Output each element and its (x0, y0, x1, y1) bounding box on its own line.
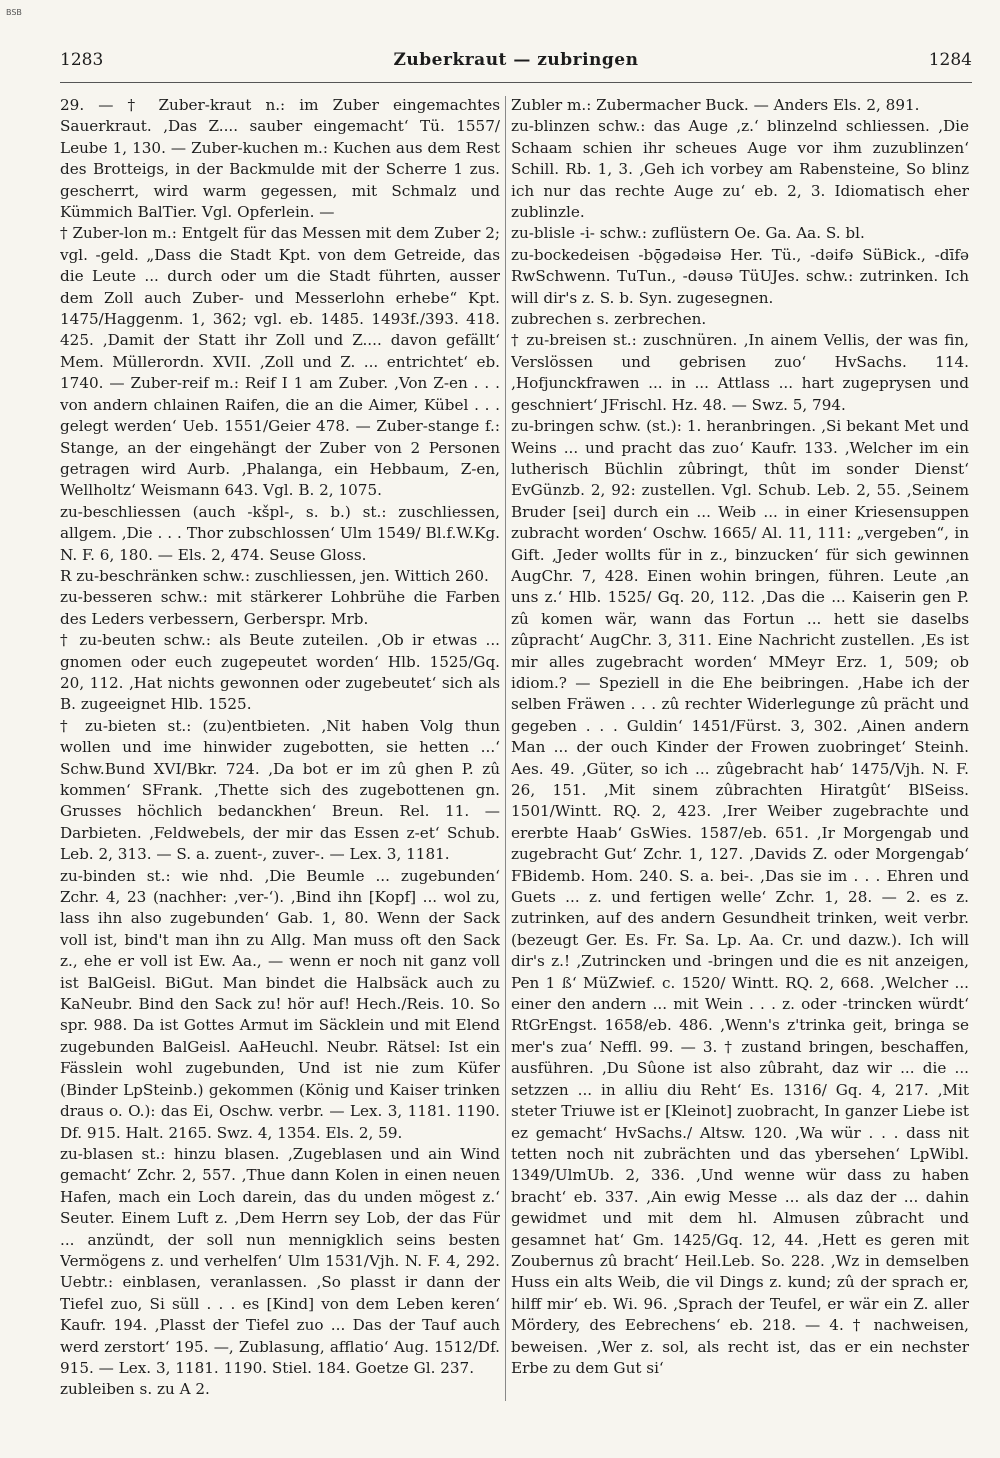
right-column (511, 95, 969, 1435)
dictionary-entry: zu-blasen st.: hinzu blasen. ‚Zugeblasen und ain Wind gemacht‘ Zchr. 2, 557. ‚Thue dann Kolen in einen neuen Hafen, mach ein Loch darein, das du unden mögest z.‘ Seuter. Einem Luft z. ‚Dem Herrn sey Lob, der das Für ... anzündt, der soll nun mennigklich seins besten Vermögens z. und verhelfen‘ Ulm 1531/Vjh. N. F. 4, 292. Uebtr.: einblasen, veranlassen. ‚So plasst ir dann der Tiefel zuo, Si süll . . . es [Kind] von dem Leben keren‘ Kaufr. 194. ‚Plasst der Tiefel zuo ... Das der Tauf auch werd zerstort‘ 195. —, Zublasung, afflatio‘ Aug. 1512/Df. 915. — Lex. 3, 1181. 1190. Stiel. 184. Goetze Gl. 237. (60, 1144, 500, 1377)
dictionary-entry: † zu-bieten st.: (zu)entbieten. ‚Nit haben Volg thun wollen und ime hinwider zugebotten, sie hetten ...‘ Schw.Bund XVI/Bkr. 724. ‚Da bot er im zû ghen P. zû kommen‘ SFrank. ‚Thette sich des zugebottenen gn. Grusses höchlich bedanckhen‘ Breun. Rel. 11. — Darbieten. ‚Feldwebels, der mir das Essen z-et‘ Schub. Leb. 2, 313. — S. a. zuent-, zuver-. — Lex. 3, 1181. (60, 716, 500, 864)
dictionary-entry: zu-bringen schw. (st.): 1. heranbringen. ‚Si bekant Met und Weins ... und pracht das zuo‘ Kaufr. 133. ‚Welcher im ein lutherisch Büchlin zûbringt, thût im sonder Dienst‘ EvGünzb. 2, 92: zustellen. Vgl. Schub. Leb. 2, 55. ‚Seinem Bruder [sei] durch ein ... Weib ... in einer Kriesensuppen zubracht worden‘ Oschw. 1665/ Al. 11, 111: „vergeben“, in Gift. ‚Jeder wollts für in z., binzucken‘ für sich gewinnen AugChr. 7, 428. Einen wohin bringen, führen. Leute ‚an uns z.‘ Hlb. 1525/ Gq. 20, 112. ‚Das die ... Kaiserin gen P. zû komen wär, wann das Fortun ... hett sie daselbs zûpracht‘ AugChr. 3, 311. Eine Nachricht zustellen. ‚Es ist mir alles zugebracht worden‘ MMeyr Erz. 1, 509; ob idiom.? — Speziell in die Ehe beibringen. ‚Habe ich der selben Fräwen . . . zû rechter Widerlegunge zû prächt und gegeben . . . Guldin‘ 1451/Fürst. 3, 302. ‚Ainen andern Man ... der ouch Kinder der Frowen zuobringet‘ Steinh. Aes. 49. ‚Güter, so ich ... zûgebracht hab‘ 1475/Vjh. N. F. 26, 151. ‚Mit sinem zûbrachten Hiratgût‘ BlSeiss. 1501/Wintt. RQ. 2, 423. ‚Irer Weiber zugebrachte und ererbte Haab‘ GsWies. 1587/eb. 651. ‚Ir Morgengab und zugebracht Gut‘ Zchr. 1, 127. ‚Davids Z. oder Morgengab‘ FBidemb. Hom. 240. S. a. bei-. ‚Das sie im . . . Ehren und Guets ... z. und fertigen welle‘ Zchr. 1, 28. — 2. es z. zutrinken, auf des andern Gesundheit trinken, weit verbr. (bezeugt Ger. Es. Fr. Sa. Lp. Aa. Cr. und dazw.). Ich will dir's z.! ‚Zutrincken und -bringen und die es nit anzeigen, Pen 1 ß‘ MüZwief. c. 1520/ Wintt. RQ. 2, 668. ‚Welcher ... einer den andern ... mit Wein . . . z. oder -trincken würdt‘ RtGrEngst. 1658/eb. 486. ‚Wenn's z'trinka geit, bringa se mer's zua‘ Neffl. 99. — 3. † zustand bringen, beschaffen, ausführen. ‚Du Sûone ist also zûbraht, daz wir ... die ... setzzen ... in alliu diu Reht‘ Es. 1316/ Gq. 4, 217. ‚Mit steter Triuwe ist er [Kleinot] zuobracht, In ganzer Liebe ist ez gemacht‘ HvSachs./ Altsw. 120. ‚Wa wür . . . dass nit tetten noch nit zubrächten und das ybersehen‘ LpWibl. 1349/UlmUb. 2, 336. ‚Und wenne wür dass zu haben bracht‘ eb. 337. ‚Ain ewig Messe ... als daz der ... dahin gewidmet und mit dem hl. Almusen zûbracht und gesamnet hat‘ Gm. 1425/Gq. 12, 44. ‚Hett es geren mit Zoubernus zû bracht‘ Heil.Leb. So. 228. ‚Wz in demselben Huss ein alts Weib, die vil Dings z. kund; zû der sprach er, hilff mir‘ eb. Wi. 96. ‚Sprach der Teufel, er wär ein Z. aller Mördery, des Eebrechens‘ eb. 218. — 4. † nachweisen, beweisen. ‚Wer z. sol, als recht ist, das er ein nechster Erbe zu dem Gut si‘ (511, 417, 969, 1377)
dictionary-entry: Zubler m.: Zubermacher Buck. — Anders Els. 2, 891. (511, 96, 920, 114)
dictionary-entry: 29. — † Zuber-kraut n.: im Zuber eingemachtes Sauerkraut. ‚Das Z.... sauber eingemacht‘ Tü. 1557/ Leube 1, 130. — Zuber-kuchen m.: Kuchen aus dem Rest des Brotteigs, in der Backmulde mit der Scherre 1 zus. gescherrt, wird warm gegessen, mit Schmalz und Kümmich BalTier. Vgl. Opferlein. — (60, 96, 500, 222)
dictionary-entry: zu-binden st.: wie nhd. ‚Die Beumle ... zugebunden‘ Zchr. 4, 23 (nachher: ‚ver-‘). ‚Bind ihn [Kopf] ... wol zu, lass ihn also zugebunden‘ Gab. 1, 80. Wenn der Sack voll ist, bind't man ihn zu Allg. Man muss oft den Sack z., ehe er voll ist Ew. Aa., — wenn er noch nit ganz voll ist BalGeisl. BiGut. Man bindet die Halbsäck auch zu KaNeubr. Bind den Sack zu! hör auf! Hech./Reis. 10. So spr. 988. Da ist Gottes Armut im Säcklein und mit Elend zugebunden BalGeisl. AaHeuchl. Neubr. Rätsel: Ist ein Fässlein wohl zugebunden, Und ist nie zum Küfer (Binder LpSteinb.) gekommen (König und Kaiser trinken draus o. O.): das Ei, Oschw. verbr. — Lex. 3, 1181. 1190. Df. 915. Halt. 2165. Swz. 4, 1354. Els. 2, 59. (60, 866, 500, 1142)
dictionary-entry: zubleiben s. zu A 2. (60, 1380, 210, 1399)
running-title: Zuberkraut — zubringen (393, 50, 639, 70)
page-header (60, 50, 972, 78)
page-number-left: 1283 (60, 50, 104, 70)
dictionary-entry: R zu-beschränken schw.: zuschliessen, jen. Wittich 260. (60, 566, 489, 585)
dictionary-entry: zubrechen s. zerbrechen. (511, 310, 707, 329)
dictionary-entry: zu-besseren schw.: mit stärkerer Lohbrühe die Farben des Leders verbessern, Gerberspr. Mrb. (60, 588, 500, 628)
dictionary-entry: † zu-breisen st.: zuschnüren. ‚In ainem Vellis, der was fin, Verslössen und gebrisen zuo‘ HvSachs. 114. ‚Hofjunckfrawen ... in ... Attlass ... hart zugeprysen und geschniert‘ JFrischl. Hz. 48. — Swz. 5, 794. (511, 331, 969, 414)
header-rule (60, 82, 972, 83)
dictionary-entry: † Zuber-lon m.: Entgelt für das Messen mit dem Zuber 2; vgl. -geld. „Dass die Stadt Kpt. von dem Getreide, das die Leute ... durch oder um die Stadt führten, ausser dem Zoll auch Zuber- und Messerlohn erhebe“ Kpt. 1475/Haggenm. 1, 362; vgl. eb. 1485. 1493f./393. 418. 425. ‚Damit der Statt ihr Zoll und Z.... davon gefällt‘ Mem. Müllerordn. XVII. ‚Zoll und Z. ... entrichtet‘ eb. 1740. — Zuber-reif m.: Reif I 1 am Zuber. ‚Von Z-en . . . von andern chlainen Raifen, die an die Aimer, Kübel . . . gelegt werden‘ Ueb. 1551/Geier 478. — Zuber-stange f.: Stange, an der eingehängt der Zuber von 2 Personen getragen wird Aurb. ‚Phalanga, ein Hebbaum, Z-en, Wellholtz‘ Weismann 643. Vgl. B. 2, 1075. (60, 224, 500, 500)
page-number-right: 1284 (928, 50, 972, 70)
column-divider (505, 96, 506, 1401)
dictionary-entry: † zu-beuten schw.: als Beute zuteilen. ‚Ob ir etwas ... gnomen oder euch zugepeutet worden‘ Hlb. 1525/Gq. 20, 112. ‚Hat nichts gewonnen oder zugebeutet‘ sich als B. zugeeignet Hlb. 1525. (60, 631, 500, 714)
dictionary-entry: zu-blinzen schw.: das Auge ‚z.‘ blinzelnd schliessen. ‚Die Schaam schien ihr scheues Auge vor ihm zuzublinzen‘ Schill. Rb. 1, 3. ‚Geh ich vorbey am Rabensteine, So blinz ich nur das rechte Auge zu‘ eb. 2, 3. Idiomatisch eher zublinzle. (511, 117, 969, 222)
dictionary-entry: zu-beschliessen (auch -kšpl-, s. b.) st.: zuschliessen, allgem. ‚Die . . . Thor zubschlossen‘ Ulm 1549/ Bl.f.W.Kg. N. F. 6, 180. — Els. 2, 474. Seuse Gloss. (60, 502, 500, 564)
left-column (60, 95, 500, 1435)
dictionary-entry: zu-bockedeisen -bǭgədəisə Her. Tü., -dəifə SüBick., -dīfə RwSchwenn. TuTun., -dəusə TüUJes. schw.: zutrinken. Ich will dir's z. S. b. Syn. zugesegnen. (511, 245, 969, 307)
library-stamp: BSB (6, 8, 22, 17)
dictionary-entry: zu-blisle -i- schw.: zuflüstern Oe. Ga. Aa. S. bl. (511, 224, 865, 243)
